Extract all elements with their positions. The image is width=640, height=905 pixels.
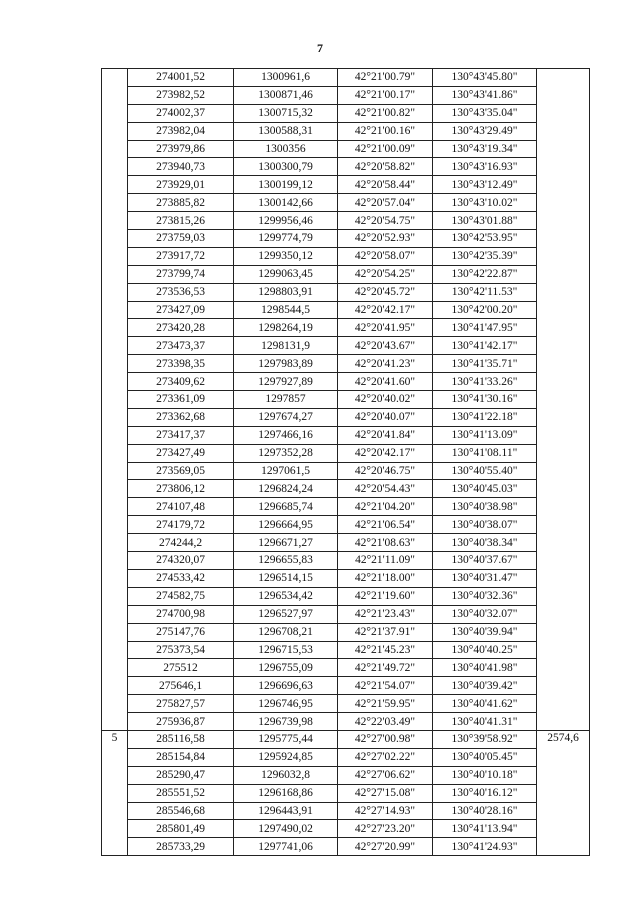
latitude-cell: 42°21'59.95" xyxy=(338,695,433,713)
latitude-cell: 42°20'41.84" xyxy=(338,426,433,444)
x-coordinate-cell: 273569,05 xyxy=(128,462,234,480)
y-coordinate-cell: 1296746,95 xyxy=(234,695,338,713)
latitude-cell: 42°21'45.23" xyxy=(338,641,433,659)
latitude-cell: 42°20'40.02" xyxy=(338,391,433,409)
latitude-cell: 42°21'08.63" xyxy=(338,534,433,552)
longitude-cell: 130°42'00.20" xyxy=(433,301,537,319)
x-coordinate-cell: 285551,52 xyxy=(128,784,234,802)
longitude-cell: 130°41'42.17" xyxy=(433,337,537,355)
y-coordinate-cell: 1296755,09 xyxy=(234,659,338,677)
table-row xyxy=(102,86,590,104)
x-coordinate-cell: 273398,35 xyxy=(128,355,234,373)
table-row xyxy=(102,301,590,319)
longitude-cell: 130°40'39.42" xyxy=(433,677,537,695)
x-coordinate-cell: 285290,47 xyxy=(128,766,234,784)
table-row xyxy=(102,659,590,677)
latitude-cell: 42°21'19.60" xyxy=(338,587,433,605)
longitude-cell: 130°41'47.95" xyxy=(433,319,537,337)
longitude-cell: 130°40'41.98" xyxy=(433,659,537,677)
latitude-cell: 42°21'04.20" xyxy=(338,498,433,516)
y-coordinate-cell: 1297490,02 xyxy=(234,820,338,838)
longitude-cell: 130°41'30.16" xyxy=(433,391,537,409)
latitude-cell: 42°27'15.08" xyxy=(338,784,433,802)
x-coordinate-cell: 273979,86 xyxy=(128,140,234,158)
x-coordinate-cell: 275373,54 xyxy=(128,641,234,659)
longitude-cell: 130°42'53.95" xyxy=(433,230,537,248)
table-row xyxy=(102,319,590,337)
table-row xyxy=(102,212,590,230)
y-coordinate-cell: 1296739,98 xyxy=(234,713,338,731)
latitude-cell: 42°20'40.07" xyxy=(338,408,433,426)
latitude-cell: 42°20'41.60" xyxy=(338,373,433,391)
table-row xyxy=(102,265,590,283)
longitude-cell: 130°43'45.80" xyxy=(433,69,537,87)
latitude-cell: 42°27'06.62" xyxy=(338,766,433,784)
latitude-cell: 42°20'58.82" xyxy=(338,158,433,176)
y-coordinate-cell: 1300588,31 xyxy=(234,122,338,140)
latitude-cell: 42°27'02.22" xyxy=(338,748,433,766)
coordinates-table-body xyxy=(102,69,590,856)
longitude-cell: 130°42'22.87" xyxy=(433,265,537,283)
latitude-cell: 42°20'54.25" xyxy=(338,265,433,283)
table-row xyxy=(102,802,590,820)
y-coordinate-cell: 1299774,79 xyxy=(234,230,338,248)
latitude-cell: 42°20'58.07" xyxy=(338,247,433,265)
longitude-cell: 130°43'16.93" xyxy=(433,158,537,176)
latitude-cell: 42°27'20.99" xyxy=(338,838,433,856)
table-row xyxy=(102,462,590,480)
y-coordinate-cell: 1300871,46 xyxy=(234,86,338,104)
y-coordinate-cell: 1298264,19 xyxy=(234,319,338,337)
table-row xyxy=(102,820,590,838)
latitude-cell: 42°21'11.09" xyxy=(338,552,433,570)
y-coordinate-cell: 1297466,16 xyxy=(234,426,338,444)
y-coordinate-cell: 1296168,86 xyxy=(234,784,338,802)
table-row xyxy=(102,337,590,355)
latitude-cell: 42°20'46.75" xyxy=(338,462,433,480)
x-coordinate-cell: 274533,42 xyxy=(128,569,234,587)
table-row xyxy=(102,283,590,301)
longitude-cell: 130°40'37.67" xyxy=(433,552,537,570)
x-coordinate-cell: 273815,26 xyxy=(128,212,234,230)
x-coordinate-cell: 274002,37 xyxy=(128,104,234,122)
y-coordinate-cell: 1296708,21 xyxy=(234,623,338,641)
table-row xyxy=(102,641,590,659)
y-coordinate-cell: 1297061,5 xyxy=(234,462,338,480)
longitude-cell: 130°40'38.98" xyxy=(433,498,537,516)
longitude-cell: 130°43'12.49" xyxy=(433,176,537,194)
longitude-cell: 130°40'55.40" xyxy=(433,462,537,480)
x-coordinate-cell: 285154,84 xyxy=(128,748,234,766)
area-cell: 2574,6 xyxy=(537,730,590,855)
table-row xyxy=(102,176,590,194)
x-coordinate-cell: 273929,01 xyxy=(128,176,234,194)
table-row xyxy=(102,140,590,158)
y-coordinate-cell: 1296685,74 xyxy=(234,498,338,516)
x-coordinate-cell: 274700,98 xyxy=(128,605,234,623)
longitude-cell: 130°41'35.71" xyxy=(433,355,537,373)
longitude-cell: 130°40'38.34" xyxy=(433,534,537,552)
x-coordinate-cell: 273982,04 xyxy=(128,122,234,140)
y-coordinate-cell: 1296527,97 xyxy=(234,605,338,623)
y-coordinate-cell: 1297927,89 xyxy=(234,373,338,391)
x-coordinate-cell: 273799,74 xyxy=(128,265,234,283)
latitude-cell: 42°20'41.23" xyxy=(338,355,433,373)
table-row xyxy=(102,534,590,552)
table-row xyxy=(102,730,590,748)
latitude-cell: 42°21'23.43" xyxy=(338,605,433,623)
x-coordinate-cell: 273473,37 xyxy=(128,337,234,355)
longitude-cell: 130°43'41.86" xyxy=(433,86,537,104)
latitude-cell: 42°21'00.82" xyxy=(338,104,433,122)
longitude-cell: 130°40'40.25" xyxy=(433,641,537,659)
latitude-cell: 42°20'43.67" xyxy=(338,337,433,355)
table-row xyxy=(102,623,590,641)
y-coordinate-cell: 1298544,5 xyxy=(234,301,338,319)
latitude-cell: 42°21'49.72" xyxy=(338,659,433,677)
table-row xyxy=(102,552,590,570)
table-row xyxy=(102,158,590,176)
x-coordinate-cell: 273420,28 xyxy=(128,319,234,337)
longitude-cell: 130°40'32.36" xyxy=(433,587,537,605)
x-coordinate-cell: 274107,48 xyxy=(128,498,234,516)
y-coordinate-cell: 1300142,66 xyxy=(234,194,338,212)
x-coordinate-cell: 273885,82 xyxy=(128,194,234,212)
x-coordinate-cell: 275936,87 xyxy=(128,713,234,731)
latitude-cell: 42°21'00.16" xyxy=(338,122,433,140)
y-coordinate-cell: 1300715,32 xyxy=(234,104,338,122)
x-coordinate-cell: 275147,76 xyxy=(128,623,234,641)
y-coordinate-cell: 1296534,42 xyxy=(234,587,338,605)
latitude-cell: 42°20'54.43" xyxy=(338,480,433,498)
latitude-cell: 42°27'23.20" xyxy=(338,820,433,838)
x-coordinate-cell: 285116,58 xyxy=(128,730,234,748)
table-row xyxy=(102,391,590,409)
table-row xyxy=(102,373,590,391)
table-row xyxy=(102,69,590,87)
x-coordinate-cell: 273982,52 xyxy=(128,86,234,104)
y-coordinate-cell: 1296824,24 xyxy=(234,480,338,498)
y-coordinate-cell: 1296664,95 xyxy=(234,516,338,534)
table-row xyxy=(102,194,590,212)
table-row xyxy=(102,498,590,516)
longitude-cell: 130°43'10.02" xyxy=(433,194,537,212)
longitude-cell: 130°43'35.04" xyxy=(433,104,537,122)
latitude-cell: 42°20'58.44" xyxy=(338,176,433,194)
longitude-cell: 130°42'35.39" xyxy=(433,247,537,265)
table-row xyxy=(102,355,590,373)
longitude-cell: 130°40'45.03" xyxy=(433,480,537,498)
y-coordinate-cell: 1298131,9 xyxy=(234,337,338,355)
latitude-cell: 42°27'00.98" xyxy=(338,730,433,748)
table-row xyxy=(102,748,590,766)
table-row xyxy=(102,480,590,498)
x-coordinate-cell: 273417,37 xyxy=(128,426,234,444)
section-number-cell: 5 xyxy=(102,730,128,855)
longitude-cell: 130°40'41.62" xyxy=(433,695,537,713)
latitude-cell: 42°21'00.17" xyxy=(338,86,433,104)
y-coordinate-cell: 1300961,6 xyxy=(234,69,338,87)
longitude-cell: 130°41'13.09" xyxy=(433,426,537,444)
x-coordinate-cell: 273409,62 xyxy=(128,373,234,391)
longitude-cell: 130°40'38.07" xyxy=(433,516,537,534)
x-coordinate-cell: 285546,68 xyxy=(128,802,234,820)
y-coordinate-cell: 1297352,28 xyxy=(234,444,338,462)
x-coordinate-cell: 285801,49 xyxy=(128,820,234,838)
x-coordinate-cell: 274001,52 xyxy=(128,69,234,87)
latitude-cell: 42°21'06.54" xyxy=(338,516,433,534)
latitude-cell: 42°21'18.00" xyxy=(338,569,433,587)
latitude-cell: 42°22'03.49" xyxy=(338,713,433,731)
y-coordinate-cell: 1297674,27 xyxy=(234,408,338,426)
longitude-cell: 130°41'13.94" xyxy=(433,820,537,838)
longitude-cell: 130°40'16.12" xyxy=(433,784,537,802)
x-coordinate-cell: 273940,73 xyxy=(128,158,234,176)
x-coordinate-cell: 274582,75 xyxy=(128,587,234,605)
x-coordinate-cell: 273806,12 xyxy=(128,480,234,498)
y-coordinate-cell: 1296032,8 xyxy=(234,766,338,784)
y-coordinate-cell: 1296715,53 xyxy=(234,641,338,659)
table-row xyxy=(102,713,590,731)
table-row xyxy=(102,766,590,784)
x-coordinate-cell: 273427,49 xyxy=(128,444,234,462)
longitude-cell: 130°39'58.92" xyxy=(433,730,537,748)
longitude-cell: 130°41'24.93" xyxy=(433,838,537,856)
latitude-cell: 42°20'54.75" xyxy=(338,212,433,230)
table-row xyxy=(102,569,590,587)
table-row xyxy=(102,408,590,426)
latitude-cell: 42°20'41.95" xyxy=(338,319,433,337)
x-coordinate-cell: 275646,1 xyxy=(128,677,234,695)
longitude-cell: 130°40'28.16" xyxy=(433,802,537,820)
section-number-cell xyxy=(102,69,128,731)
longitude-cell: 130°43'29.49" xyxy=(433,122,537,140)
longitude-cell: 130°42'11.53" xyxy=(433,283,537,301)
y-coordinate-cell: 1300199,12 xyxy=(234,176,338,194)
table-row xyxy=(102,695,590,713)
latitude-cell: 42°20'45.72" xyxy=(338,283,433,301)
x-coordinate-cell: 275827,57 xyxy=(128,695,234,713)
table-row xyxy=(102,230,590,248)
x-coordinate-cell: 273361,09 xyxy=(128,391,234,409)
x-coordinate-cell: 274179,72 xyxy=(128,516,234,534)
table-row xyxy=(102,784,590,802)
y-coordinate-cell: 1297741,06 xyxy=(234,838,338,856)
y-coordinate-cell: 1297857 xyxy=(234,391,338,409)
table-row xyxy=(102,444,590,462)
x-coordinate-cell: 274244,2 xyxy=(128,534,234,552)
latitude-cell: 42°21'54.07" xyxy=(338,677,433,695)
table-row xyxy=(102,122,590,140)
longitude-cell: 130°40'41.31" xyxy=(433,713,537,731)
y-coordinate-cell: 1296443,91 xyxy=(234,802,338,820)
table-row xyxy=(102,677,590,695)
latitude-cell: 42°20'42.17" xyxy=(338,444,433,462)
y-coordinate-cell: 1296696,63 xyxy=(234,677,338,695)
x-coordinate-cell: 273759,03 xyxy=(128,230,234,248)
x-coordinate-cell: 273917,72 xyxy=(128,247,234,265)
page-number: 7 xyxy=(317,41,323,55)
y-coordinate-cell: 1296671,27 xyxy=(234,534,338,552)
x-coordinate-cell: 273362,68 xyxy=(128,408,234,426)
y-coordinate-cell: 1300356 xyxy=(234,140,338,158)
latitude-cell: 42°20'52.93" xyxy=(338,230,433,248)
longitude-cell: 130°40'10.18" xyxy=(433,766,537,784)
y-coordinate-cell: 1299956,46 xyxy=(234,212,338,230)
y-coordinate-cell: 1296514,15 xyxy=(234,569,338,587)
coordinates-table xyxy=(101,68,590,856)
longitude-cell: 130°43'01.88" xyxy=(433,212,537,230)
table-row xyxy=(102,516,590,534)
x-coordinate-cell: 275512 xyxy=(128,659,234,677)
x-coordinate-cell: 273536,53 xyxy=(128,283,234,301)
y-coordinate-cell: 1295924,85 xyxy=(234,748,338,766)
table-row xyxy=(102,838,590,856)
latitude-cell: 42°21'00.09" xyxy=(338,140,433,158)
x-coordinate-cell: 273427,09 xyxy=(128,301,234,319)
table-row xyxy=(102,426,590,444)
longitude-cell: 130°40'05.45" xyxy=(433,748,537,766)
longitude-cell: 130°43'19.34" xyxy=(433,140,537,158)
table-row xyxy=(102,587,590,605)
x-coordinate-cell: 285733,29 xyxy=(128,838,234,856)
y-coordinate-cell: 1299063,45 xyxy=(234,265,338,283)
longitude-cell: 130°41'33.26" xyxy=(433,373,537,391)
y-coordinate-cell: 1299350,12 xyxy=(234,247,338,265)
longitude-cell: 130°40'31.47" xyxy=(433,569,537,587)
latitude-cell: 42°21'37.91" xyxy=(338,623,433,641)
table-row xyxy=(102,104,590,122)
longitude-cell: 130°41'08.11" xyxy=(433,444,537,462)
longitude-cell: 130°41'22.18" xyxy=(433,408,537,426)
y-coordinate-cell: 1298803,91 xyxy=(234,283,338,301)
x-coordinate-cell: 274320,07 xyxy=(128,552,234,570)
longitude-cell: 130°40'39.94" xyxy=(433,623,537,641)
table-row xyxy=(102,605,590,623)
table-row xyxy=(102,247,590,265)
area-cell xyxy=(537,69,590,731)
longitude-cell: 130°40'32.07" xyxy=(433,605,537,623)
latitude-cell: 42°21'00.79" xyxy=(338,69,433,87)
y-coordinate-cell: 1296655,83 xyxy=(234,552,338,570)
y-coordinate-cell: 1295775,44 xyxy=(234,730,338,748)
latitude-cell: 42°27'14.93" xyxy=(338,802,433,820)
latitude-cell: 42°20'42.17" xyxy=(338,301,433,319)
y-coordinate-cell: 1300300,79 xyxy=(234,158,338,176)
y-coordinate-cell: 1297983,89 xyxy=(234,355,338,373)
latitude-cell: 42°20'57.04" xyxy=(338,194,433,212)
